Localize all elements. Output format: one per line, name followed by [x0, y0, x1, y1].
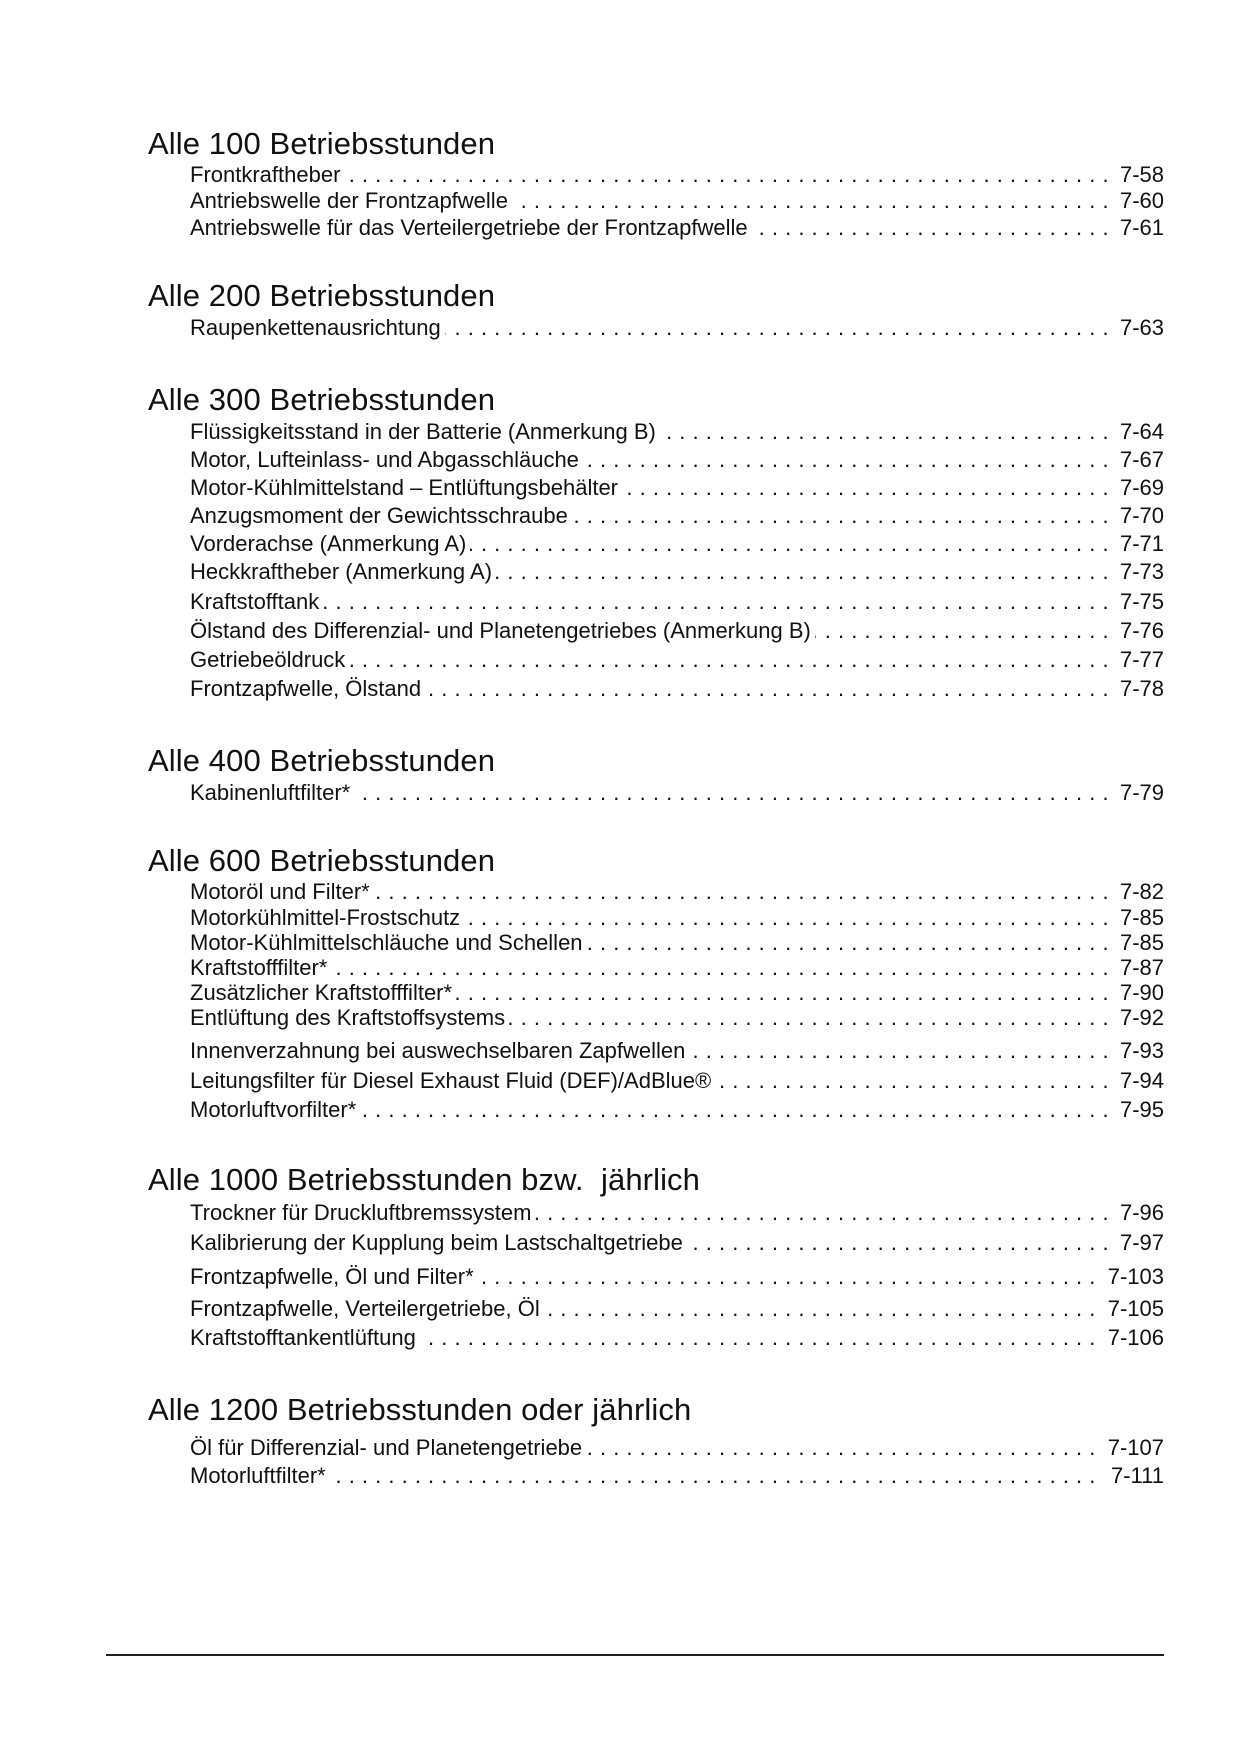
entry-page-number: 7-85 — [1112, 930, 1164, 955]
entry-page-number: 7-73 — [1112, 558, 1164, 586]
entry-list — [148, 162, 1164, 242]
toc-entry[interactable] — [190, 955, 1164, 980]
entry-label: Frontzapfwelle, Ölstand — [190, 676, 425, 701]
entry-label: Flüssigkeitsstand in der Batterie (Anmerkung B) — [190, 419, 660, 444]
toc-entry[interactable] — [190, 188, 1164, 214]
section-title: Alle 600 Betriebsstunden — [148, 843, 496, 878]
toc-entry[interactable] — [190, 930, 1164, 955]
toc-entry[interactable] — [190, 1462, 1164, 1490]
entry-label: Trockner für Druckluftbremssystem — [190, 1200, 535, 1225]
entry-label: Frontzapfwelle, Verteilergetriebe, Öl — [190, 1296, 544, 1321]
entry-page-number: 7-64 — [1112, 418, 1164, 446]
toc-entry[interactable] — [190, 645, 1164, 675]
entry-label: Anzugsmoment der Gewichtsschraube — [190, 503, 572, 528]
section-title: Alle 400 Betriebsstunden — [148, 743, 496, 778]
toc-entry[interactable] — [190, 558, 1164, 586]
entry-label: Kraftstofffilter* — [190, 955, 331, 980]
entry-label: Öl für Differenzial- und Planetengetriebe — [190, 1435, 586, 1460]
entry-label: Motor, Lufteinlass- und Abgasschläuche — [190, 447, 583, 472]
toc-section-300h — [148, 382, 1164, 703]
footer-divider — [106, 1654, 1164, 1656]
entry-label: Getriebeöldruck — [190, 647, 349, 672]
entry-page-number: 7-79 — [1112, 779, 1164, 807]
entry-label: Innenverzahnung bei auswechselbaren Zapfwellen — [190, 1038, 689, 1063]
entry-page-number: 7-60 — [1112, 188, 1164, 214]
entry-list — [148, 879, 1164, 1124]
entry-page-number: 7-106 — [1100, 1324, 1164, 1352]
section-title: Alle 300 Betriebsstunden — [148, 382, 496, 417]
entry-label: Motoröl und Filter* — [190, 879, 374, 904]
entry-label: Antriebswelle der Frontzapfwelle — [190, 188, 512, 213]
toc-entry[interactable] — [190, 446, 1164, 474]
toc-section-400h — [148, 743, 1164, 807]
entry-label: Motorluftfilter* — [190, 1463, 330, 1488]
entry-list — [148, 1198, 1164, 1352]
toc-entry[interactable] — [190, 1228, 1164, 1260]
entry-page-number: 7-71 — [1112, 530, 1164, 558]
toc-entry[interactable] — [190, 905, 1164, 930]
entry-page-number: 7-87 — [1112, 955, 1164, 980]
toc-entry[interactable] — [190, 1260, 1164, 1293]
toc-entry[interactable] — [190, 617, 1164, 645]
entry-page-number: 7-76 — [1112, 617, 1164, 645]
entry-list — [148, 779, 1164, 807]
entry-label: Kraftstofftank — [190, 589, 323, 614]
toc-entry[interactable] — [190, 502, 1164, 530]
entry-page-number: 7-75 — [1112, 586, 1164, 617]
toc-section-600h — [148, 843, 1164, 1124]
entry-page-number: 7-67 — [1112, 446, 1164, 474]
entry-label: Raupenkettenausrichtung — [190, 315, 445, 340]
entry-page-number: 7-105 — [1100, 1293, 1164, 1324]
toc-section-200h — [148, 278, 1164, 342]
toc-entry[interactable] — [190, 1005, 1164, 1036]
toc-entry[interactable] — [190, 1036, 1164, 1066]
entry-page-number: 7-63 — [1112, 314, 1164, 342]
toc-entry[interactable] — [190, 162, 1164, 188]
entry-page-number: 7-82 — [1112, 879, 1164, 905]
toc-section-1200h — [148, 1392, 1164, 1490]
entry-page-number: 7-77 — [1112, 645, 1164, 675]
entry-page-number: 7-92 — [1112, 1005, 1164, 1031]
entry-label: Frontzapfwelle, Öl und Filter* — [190, 1264, 478, 1289]
entry-label: Kalibrierung der Kupplung beim Lastschaltgetriebe — [190, 1230, 687, 1255]
section-title: Alle 1200 Betriebsstunden oder jährlich — [148, 1392, 692, 1427]
entry-label: Ölstand des Differenzial- und Planetengetriebes (Anmerkung B) — [190, 618, 815, 643]
toc-entry[interactable] — [190, 314, 1164, 342]
entry-list — [148, 418, 1164, 703]
toc-entry[interactable] — [190, 1324, 1164, 1352]
entry-page-number: 7-69 — [1112, 474, 1164, 502]
entry-page-number: 7-90 — [1112, 980, 1164, 1005]
toc-entry[interactable] — [190, 1096, 1164, 1124]
entry-page-number: 7-58 — [1112, 162, 1164, 188]
entry-label: Vorderachse (Anmerkung A) — [190, 531, 470, 556]
section-title: Alle 1000 Betriebsstunden bzw. jährlich — [148, 1162, 700, 1197]
toc-entry[interactable] — [190, 586, 1164, 617]
section-title: Alle 200 Betriebsstunden — [148, 278, 496, 313]
toc-entry[interactable] — [190, 530, 1164, 558]
entry-page-number: 7-61 — [1112, 214, 1164, 242]
entry-page-number: 7-96 — [1112, 1198, 1164, 1228]
toc-entry[interactable] — [190, 214, 1164, 242]
entry-label: Entlüftung des Kraftstoffsystems — [190, 1005, 509, 1030]
entry-label: Motorkühlmittel-Frostschutz — [190, 905, 464, 930]
entry-label: Motor-Kühlmittelstand – Entlüftungsbehälter — [190, 475, 622, 500]
table-of-contents — [148, 126, 1164, 1490]
entry-label: Zusätzlicher Kraftstofffilter* — [190, 980, 456, 1005]
entry-page-number: 7-78 — [1112, 675, 1164, 703]
entry-page-number: 7-111 — [1103, 1462, 1164, 1490]
toc-entry[interactable] — [190, 1293, 1164, 1324]
toc-entry[interactable] — [190, 418, 1164, 446]
entry-label: Motor-Kühlmittelschläuche und Schellen — [190, 930, 587, 955]
toc-entry[interactable] — [190, 1198, 1164, 1228]
toc-entry[interactable] — [190, 474, 1164, 502]
toc-section-100h — [148, 126, 1164, 242]
toc-entry[interactable] — [190, 980, 1164, 1005]
entry-page-number: 7-95 — [1112, 1096, 1164, 1124]
entry-list — [148, 1434, 1164, 1490]
entry-page-number: 7-107 — [1100, 1434, 1164, 1462]
toc-entry[interactable] — [190, 1434, 1164, 1462]
toc-entry[interactable] — [190, 879, 1164, 905]
entry-label: Kraftstofftankentlüftung — [190, 1325, 420, 1350]
entry-page-number: 7-94 — [1112, 1066, 1164, 1096]
toc-entry[interactable] — [190, 675, 1164, 703]
entry-label: Heckkraftheber (Anmerkung A) — [190, 559, 496, 584]
toc-section-1000h — [148, 1162, 1164, 1352]
entry-page-number: 7-97 — [1112, 1228, 1164, 1258]
entry-label: Leitungsfilter für Diesel Exhaust Fluid (DEF)/AdBlue® — [190, 1068, 715, 1093]
entry-label: Frontkraftheber — [190, 162, 344, 187]
entry-page-number: 7-103 — [1100, 1260, 1164, 1293]
entry-label: Kabinenluftfilter* — [190, 780, 354, 805]
entry-page-number: 7-70 — [1112, 502, 1164, 530]
entry-page-number: 7-93 — [1112, 1036, 1164, 1066]
entry-label: Antriebswelle für das Verteilergetriebe der Frontzapfwelle — [190, 215, 752, 240]
entry-list — [148, 314, 1164, 342]
toc-entry[interactable] — [190, 1066, 1164, 1096]
entry-label: Motorluftvorfilter* — [190, 1097, 360, 1122]
toc-entry[interactable] — [190, 779, 1164, 807]
entry-page-number: 7-85 — [1112, 905, 1164, 930]
section-title: Alle 100 Betriebsstunden — [148, 126, 496, 161]
